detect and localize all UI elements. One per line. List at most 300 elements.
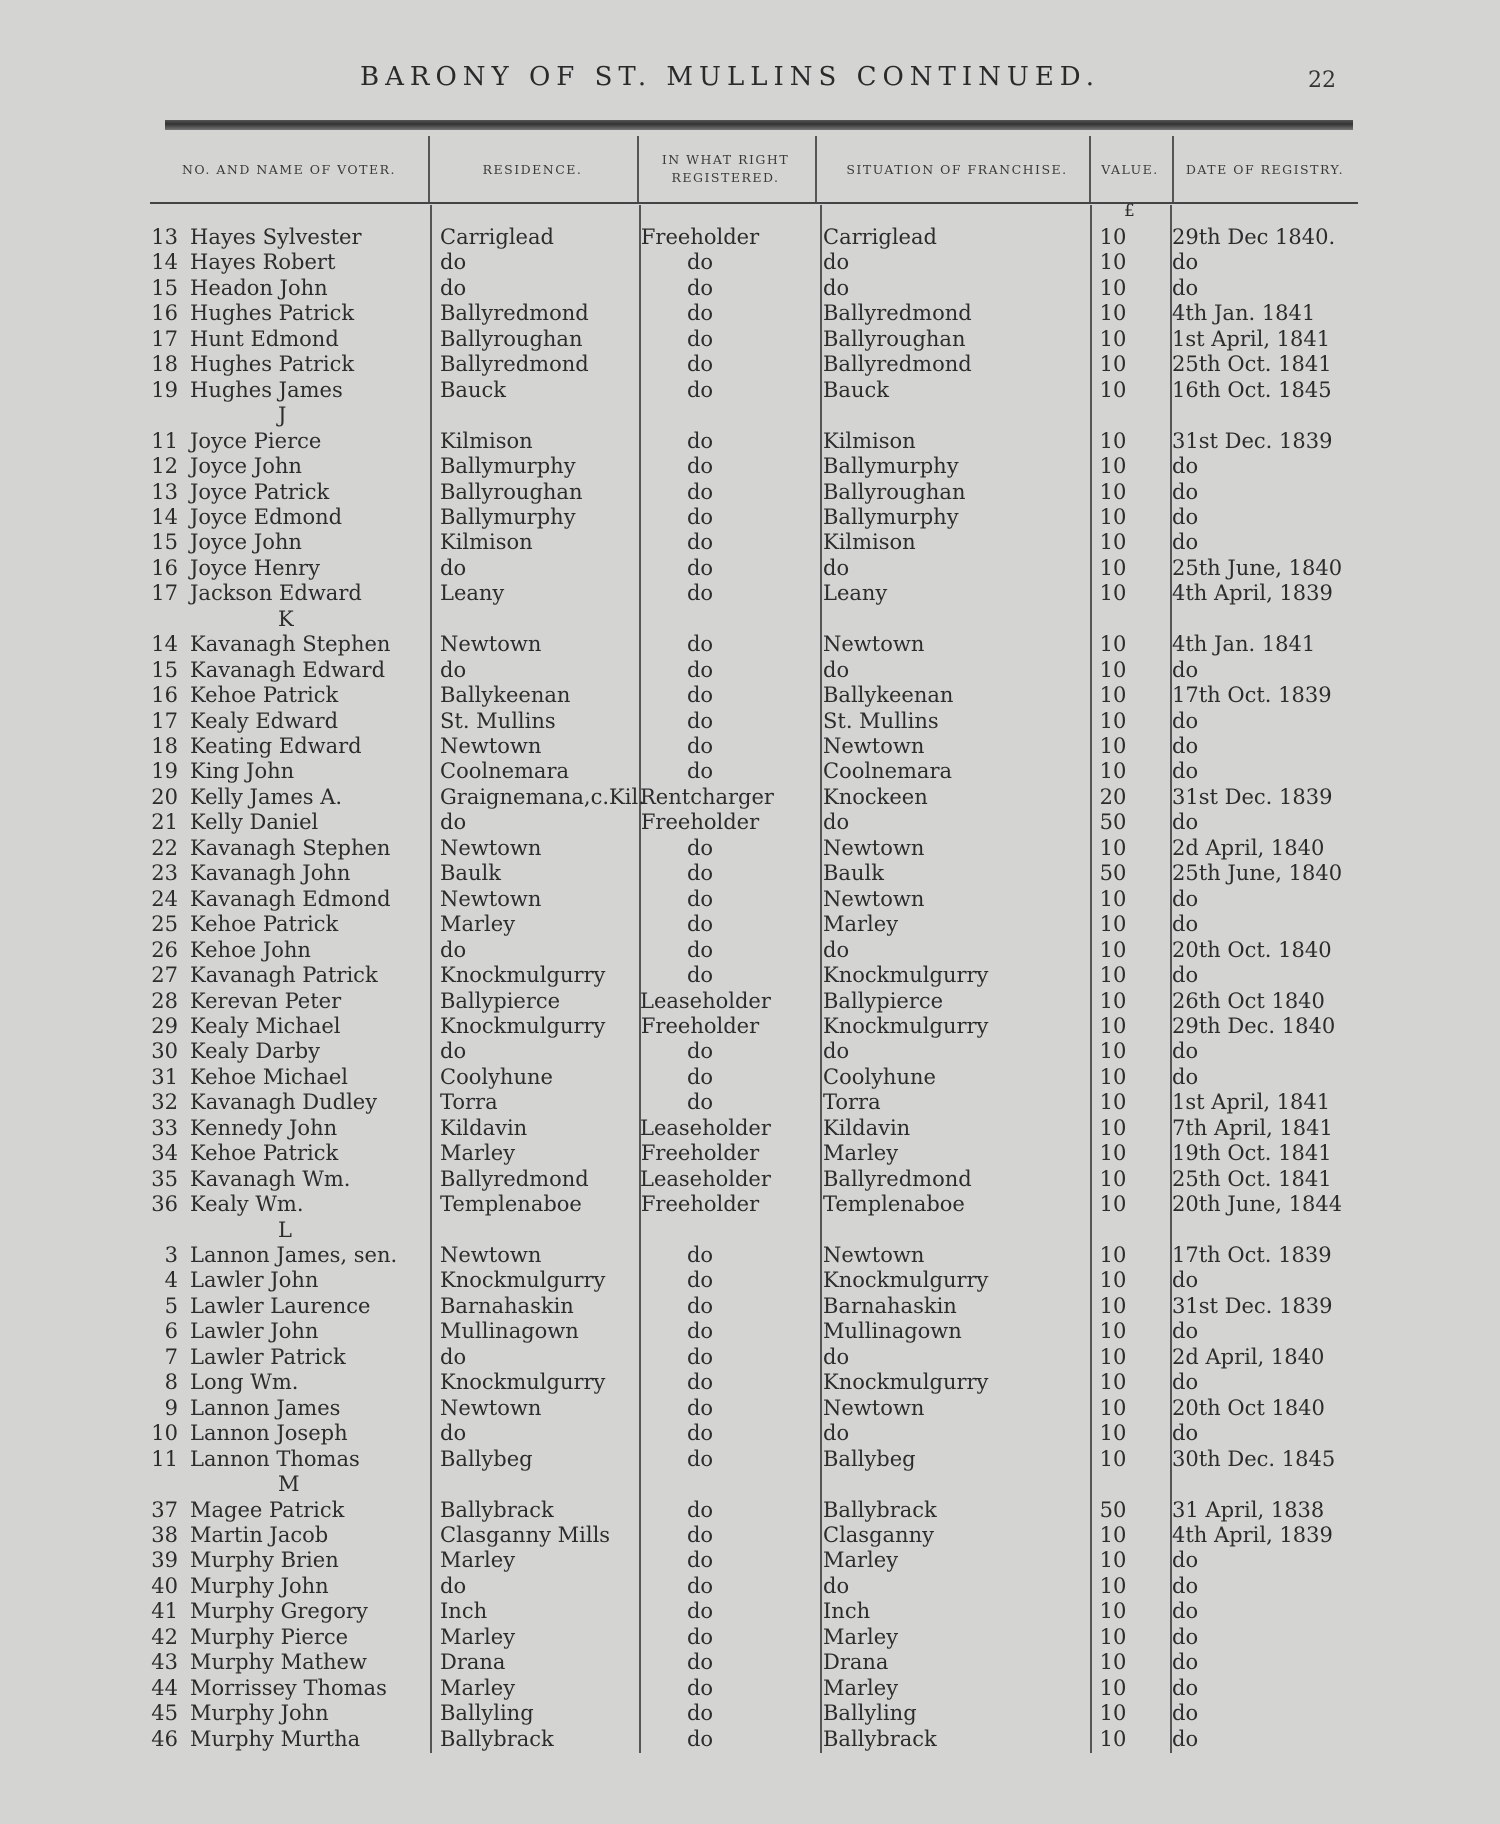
voter-number: 26 bbox=[151, 937, 178, 962]
voter-name: Kavanagh Stephen bbox=[190, 835, 391, 860]
registration-right: Freeholder bbox=[640, 810, 760, 835]
registration-right: Leaseholder bbox=[640, 988, 771, 1013]
table-row bbox=[0, 1650, 1500, 1675]
residence: Templenaboe bbox=[440, 1192, 582, 1217]
franchise-situation: Barnahaskin bbox=[823, 1293, 957, 1318]
registration-right: do bbox=[686, 454, 714, 479]
residence: Newtown bbox=[440, 835, 542, 860]
franchise-value: 10 bbox=[1099, 963, 1127, 988]
voter-name: Kavanagh Dudley bbox=[190, 1090, 378, 1115]
franchise-value: 10 bbox=[1099, 504, 1127, 529]
registry-date: 31st Dec. 1839 bbox=[1172, 428, 1333, 453]
voter-name: Kerevan Peter bbox=[190, 988, 342, 1013]
voter-number: 28 bbox=[151, 988, 178, 1013]
residence: do bbox=[440, 1421, 467, 1446]
voter-number: 44 bbox=[151, 1675, 178, 1700]
franchise-situation: do bbox=[823, 1421, 850, 1446]
voter-number: 15 bbox=[151, 530, 178, 555]
voter-name: Lawler John bbox=[190, 1319, 319, 1344]
header-divider bbox=[637, 136, 639, 202]
page-title: BARONY OF ST. MULLINS CONTINUED. bbox=[360, 62, 1100, 92]
residence: Ballybrack bbox=[440, 1726, 554, 1751]
voter-number: 30 bbox=[151, 1039, 178, 1064]
registration-right: do bbox=[686, 708, 714, 733]
registry-date: 1st April, 1841 bbox=[1172, 1090, 1331, 1115]
voter-number: 46 bbox=[151, 1726, 178, 1751]
voter-name: Lannon James, sen. bbox=[190, 1243, 398, 1267]
residence: do bbox=[440, 1039, 467, 1064]
franchise-value: 10 bbox=[1099, 1293, 1127, 1318]
voter-number: 35 bbox=[151, 1166, 178, 1191]
residence: Marley bbox=[440, 1624, 516, 1649]
registry-date: 4th April, 1839 bbox=[1172, 1522, 1333, 1547]
registration-right: do bbox=[686, 1090, 714, 1115]
franchise-value: 10 bbox=[1099, 1064, 1127, 1089]
table-row bbox=[0, 556, 1500, 581]
registry-date: 7th April, 1841 bbox=[1172, 1115, 1333, 1140]
table-row bbox=[0, 1701, 1500, 1726]
registry-date: 2d April, 1840 bbox=[1172, 835, 1325, 860]
voter-name: Kealy Darby bbox=[190, 1039, 321, 1064]
voter-number: 19 bbox=[151, 377, 178, 402]
voter-number: 4 bbox=[164, 1268, 178, 1293]
franchise-value: 10 bbox=[1099, 1268, 1127, 1293]
table-row bbox=[0, 1727, 1500, 1752]
registry-date: 26th Oct 1840 bbox=[1172, 988, 1325, 1013]
table-row bbox=[0, 683, 1500, 708]
voter-number: 19 bbox=[151, 759, 178, 784]
registry-date: do bbox=[1172, 657, 1199, 682]
registration-right: do bbox=[686, 581, 714, 606]
registration-right: Freeholder bbox=[640, 225, 760, 249]
residence: Graignemana,c.Kil. bbox=[440, 784, 645, 809]
residence: do bbox=[440, 937, 467, 962]
table-row bbox=[0, 1599, 1500, 1624]
residence: Newtown bbox=[440, 1395, 542, 1420]
residence: Baulk bbox=[440, 861, 501, 886]
franchise-value: 10 bbox=[1099, 734, 1127, 758]
voter-name: Hayes Sylvester bbox=[190, 225, 362, 249]
voter-name: Kavanagh Wm. bbox=[190, 1166, 351, 1191]
table-row bbox=[0, 327, 1500, 352]
voter-number: 9 bbox=[164, 1395, 178, 1420]
registration-right: do bbox=[686, 1395, 714, 1420]
residence: Bauck bbox=[440, 377, 506, 402]
registry-date: do bbox=[1172, 963, 1199, 988]
registry-date: 16th Oct. 1845 bbox=[1172, 377, 1332, 402]
registry-date: 1st April, 1841 bbox=[1172, 326, 1331, 351]
residence: do bbox=[440, 1573, 467, 1598]
franchise-situation: do bbox=[823, 250, 850, 275]
voter-name: Kelly Daniel bbox=[190, 810, 319, 835]
voter-name: Kehoe Patrick bbox=[190, 912, 339, 937]
voter-name: Kavanagh Patrick bbox=[190, 963, 378, 988]
registry-date: 17th Oct. 1839 bbox=[1172, 683, 1332, 708]
table-row bbox=[0, 658, 1500, 683]
residence: Kildavin bbox=[440, 1115, 528, 1140]
table-row bbox=[0, 734, 1500, 759]
table-row bbox=[0, 378, 1500, 403]
franchise-value: 10 bbox=[1099, 683, 1127, 708]
registration-right: do bbox=[686, 428, 714, 453]
franchise-situation: Marley bbox=[823, 1675, 899, 1700]
registration-right: do bbox=[686, 1573, 714, 1598]
franchise-value: 10 bbox=[1099, 326, 1127, 351]
voter-number: 10 bbox=[151, 1421, 178, 1446]
franchise-value: 10 bbox=[1099, 1090, 1127, 1115]
registry-date: 25th June, 1840 bbox=[1172, 555, 1343, 580]
registration-right: do bbox=[686, 759, 714, 784]
registry-date: do bbox=[1172, 479, 1199, 504]
residence: Ballybrack bbox=[440, 1497, 554, 1522]
registry-date: 20th June, 1844 bbox=[1172, 1192, 1343, 1217]
registration-right: Leaseholder bbox=[640, 1115, 771, 1140]
franchise-value: 10 bbox=[1099, 1115, 1127, 1140]
voter-number: 16 bbox=[151, 301, 178, 326]
table-row bbox=[0, 1548, 1500, 1573]
franchise-value: 10 bbox=[1099, 250, 1127, 275]
voter-name: Kennedy John bbox=[190, 1115, 338, 1140]
currency-mark: £ bbox=[1124, 201, 1135, 221]
franchise-situation: do bbox=[823, 1573, 850, 1598]
voter-number: 3 bbox=[164, 1243, 178, 1267]
table-row bbox=[0, 1192, 1500, 1217]
voter-name: King John bbox=[190, 759, 295, 784]
registration-right: do bbox=[686, 352, 714, 377]
table-row bbox=[0, 759, 1500, 784]
section-letter: J bbox=[278, 403, 287, 428]
franchise-value: 10 bbox=[1099, 1166, 1127, 1191]
voter-number: 27 bbox=[151, 963, 178, 988]
voter-number: 42 bbox=[151, 1624, 178, 1649]
registration-right: do bbox=[686, 632, 714, 657]
franchise-situation: Marley bbox=[823, 912, 899, 937]
table-row bbox=[0, 785, 1500, 810]
table-header bbox=[150, 136, 1358, 204]
residence: Knockmulgurry bbox=[440, 963, 606, 988]
franchise-value: 10 bbox=[1099, 1573, 1127, 1598]
voter-name: Kavanagh Edward bbox=[190, 657, 386, 682]
registration-right: do bbox=[686, 683, 714, 708]
voter-name: Kehoe Michael bbox=[190, 1064, 348, 1089]
page-number: 22 bbox=[1308, 68, 1336, 93]
residence: Marley bbox=[440, 1548, 516, 1573]
voter-number: 20 bbox=[151, 784, 178, 809]
franchise-value: 50 bbox=[1099, 861, 1127, 886]
table-row bbox=[0, 1676, 1500, 1701]
registration-right: do bbox=[686, 1446, 714, 1471]
registry-date: 30th Dec. 1845 bbox=[1172, 1446, 1336, 1471]
registry-date: do bbox=[1172, 1268, 1199, 1293]
registration-right: do bbox=[686, 912, 714, 937]
table-row bbox=[0, 1498, 1500, 1523]
registration-right: do bbox=[686, 1548, 714, 1573]
section-letter: M bbox=[278, 1472, 300, 1497]
voter-number: 45 bbox=[151, 1701, 178, 1726]
residence: Leany bbox=[440, 581, 505, 606]
voter-name: Joyce Patrick bbox=[190, 479, 330, 504]
franchise-situation: Kilmison bbox=[823, 428, 916, 453]
franchise-value: 10 bbox=[1099, 988, 1127, 1013]
table-row bbox=[0, 632, 1500, 657]
table-row bbox=[0, 989, 1500, 1014]
residence: Ballyroughan bbox=[440, 479, 583, 504]
voter-name: Joyce Henry bbox=[190, 555, 320, 580]
voter-name: Kealy Michael bbox=[190, 1013, 341, 1038]
voter-name: Martin Jacob bbox=[190, 1522, 329, 1547]
registration-right: do bbox=[686, 1701, 714, 1726]
header-value: VALUE. bbox=[1101, 161, 1159, 177]
registration-right: Freeholder bbox=[640, 1192, 760, 1217]
franchise-value: 10 bbox=[1099, 555, 1127, 580]
table-row bbox=[0, 1243, 1500, 1268]
table-row bbox=[0, 810, 1500, 835]
residence: Carriglead bbox=[440, 225, 554, 249]
voter-name: Joyce Pierce bbox=[190, 428, 322, 453]
table-row bbox=[0, 1065, 1500, 1090]
franchise-value: 10 bbox=[1099, 1548, 1127, 1573]
franchise-value: 10 bbox=[1099, 632, 1127, 657]
franchise-value: 10 bbox=[1099, 1243, 1127, 1267]
table-row bbox=[0, 1319, 1500, 1344]
table-row bbox=[0, 1116, 1500, 1141]
table-row bbox=[0, 1574, 1500, 1599]
franchise-situation: Knockmulgurry bbox=[823, 1370, 989, 1395]
residence: Drana bbox=[440, 1650, 506, 1675]
franchise-situation: Marley bbox=[823, 1624, 899, 1649]
table-row bbox=[0, 1421, 1500, 1446]
section-letter: K bbox=[278, 606, 294, 631]
registry-date: 25th June, 1840 bbox=[1172, 861, 1343, 886]
registry-date: do bbox=[1172, 1650, 1199, 1675]
registry-date: 29th Dec 1840. bbox=[1172, 225, 1336, 249]
franchise-value: 10 bbox=[1099, 377, 1127, 402]
registration-right: do bbox=[686, 963, 714, 988]
franchise-situation: Ballybeg bbox=[823, 1446, 916, 1471]
registration-right: do bbox=[686, 657, 714, 682]
franchise-situation: Marley bbox=[823, 1141, 899, 1166]
voter-number: 41 bbox=[151, 1599, 178, 1624]
voter-number: 39 bbox=[151, 1548, 178, 1573]
residence: Knockmulgurry bbox=[440, 1268, 606, 1293]
registry-date: 29th Dec. 1840 bbox=[1172, 1013, 1336, 1038]
voter-name: Joyce Edmond bbox=[190, 504, 343, 529]
residence: Marley bbox=[440, 1675, 516, 1700]
registry-date: 19th Oct. 1841 bbox=[1172, 1141, 1332, 1166]
residence: Ballyling bbox=[440, 1701, 534, 1726]
franchise-value: 10 bbox=[1099, 1013, 1127, 1038]
residence: do bbox=[440, 810, 467, 835]
registration-right: do bbox=[686, 1421, 714, 1446]
residence: Clasganny Mills bbox=[440, 1522, 611, 1547]
franchise-situation: Newtown bbox=[823, 632, 925, 657]
voter-name: Kehoe John bbox=[190, 937, 311, 962]
table-row bbox=[0, 225, 1500, 250]
residence: Inch bbox=[440, 1599, 488, 1624]
registry-date: 4th Jan. 1841 bbox=[1172, 301, 1316, 326]
table-row bbox=[0, 1141, 1500, 1166]
voter-number: 33 bbox=[151, 1115, 178, 1140]
franchise-situation: Clasganny bbox=[823, 1522, 934, 1547]
franchise-situation: Ballyroughan bbox=[823, 479, 966, 504]
voter-name: Lannon Joseph bbox=[190, 1421, 348, 1446]
registration-right: Rentcharger bbox=[640, 784, 774, 809]
table-row bbox=[0, 1090, 1500, 1115]
residence: Ballykeenan bbox=[440, 683, 571, 708]
franchise-situation: Torra bbox=[823, 1090, 881, 1115]
voter-name: Joyce John bbox=[190, 530, 302, 555]
registry-date: do bbox=[1172, 250, 1199, 275]
franchise-value: 10 bbox=[1099, 1370, 1127, 1395]
registration-right: do bbox=[686, 530, 714, 555]
franchise-value: 10 bbox=[1099, 428, 1127, 453]
registry-date: do bbox=[1172, 912, 1199, 937]
franchise-value: 10 bbox=[1099, 1395, 1127, 1420]
residence: Ballypierce bbox=[440, 988, 561, 1013]
franchise-value: 10 bbox=[1099, 1599, 1127, 1624]
franchise-situation: Newtown bbox=[823, 886, 925, 911]
voter-number: 16 bbox=[151, 683, 178, 708]
franchise-value: 10 bbox=[1099, 530, 1127, 555]
voter-name: Morrissey Thomas bbox=[190, 1675, 387, 1700]
registration-right: do bbox=[686, 937, 714, 962]
franchise-value: 10 bbox=[1099, 1522, 1127, 1547]
table-row bbox=[0, 352, 1500, 377]
franchise-situation: Bauck bbox=[823, 377, 889, 402]
residence: Newtown bbox=[440, 632, 542, 657]
franchise-situation: Coolnemara bbox=[823, 759, 953, 784]
registry-date: do bbox=[1172, 1064, 1199, 1089]
voter-number: 31 bbox=[151, 1064, 178, 1089]
residence: Ballymurphy bbox=[440, 504, 576, 529]
franchise-situation: Leany bbox=[823, 581, 888, 606]
registry-date: do bbox=[1172, 1319, 1199, 1344]
franchise-situation: do bbox=[823, 810, 850, 835]
registration-right: do bbox=[686, 1370, 714, 1395]
voter-name: Kavanagh Edmond bbox=[190, 886, 391, 911]
registry-date: 4th April, 1839 bbox=[1172, 581, 1333, 606]
registration-right: Leaseholder bbox=[640, 1166, 771, 1191]
table-row bbox=[0, 912, 1500, 937]
franchise-value: 10 bbox=[1099, 1701, 1127, 1726]
table-row bbox=[0, 454, 1500, 479]
residence: Kilmison bbox=[440, 530, 533, 555]
voter-name: Murphy Murtha bbox=[190, 1726, 361, 1751]
voter-number: 6 bbox=[164, 1319, 178, 1344]
franchise-value: 50 bbox=[1099, 810, 1127, 835]
franchise-situation: Ballykeenan bbox=[823, 683, 954, 708]
franchise-situation: Templenaboe bbox=[823, 1192, 965, 1217]
franchise-situation: Knockmulgurry bbox=[823, 1013, 989, 1038]
franchise-value: 10 bbox=[1099, 301, 1127, 326]
franchise-situation: Ballyredmond bbox=[823, 1166, 972, 1191]
voter-number: 15 bbox=[151, 657, 178, 682]
voter-name: Joyce John bbox=[190, 454, 302, 479]
registration-right: do bbox=[686, 1624, 714, 1649]
franchise-value: 10 bbox=[1099, 708, 1127, 733]
table-row bbox=[0, 429, 1500, 454]
voter-name: Long Wm. bbox=[190, 1370, 299, 1395]
voter-name: Keating Edward bbox=[190, 734, 362, 758]
voter-number: 14 bbox=[151, 504, 178, 529]
residence: Barnahaskin bbox=[440, 1293, 574, 1318]
table-row bbox=[0, 887, 1500, 912]
voter-name: Kealy Wm. bbox=[190, 1192, 304, 1217]
voter-name: Kelly James A. bbox=[190, 784, 343, 809]
voter-name: Lawler John bbox=[190, 1268, 319, 1293]
voter-name: Lawler Patrick bbox=[190, 1344, 346, 1369]
residence: Ballymurphy bbox=[440, 454, 576, 479]
franchise-value: 10 bbox=[1099, 1675, 1127, 1700]
voter-number: 36 bbox=[151, 1192, 178, 1217]
voter-name: Kavanagh John bbox=[190, 861, 351, 886]
franchise-situation: do bbox=[823, 555, 850, 580]
table-row bbox=[0, 1268, 1500, 1293]
voter-number: 8 bbox=[164, 1370, 178, 1395]
header-divider bbox=[815, 136, 817, 202]
table-row bbox=[0, 1167, 1500, 1192]
residence: Torra bbox=[440, 1090, 498, 1115]
registry-date: 17th Oct. 1839 bbox=[1172, 1243, 1332, 1267]
franchise-situation: Carriglead bbox=[823, 225, 937, 249]
registry-date: do bbox=[1172, 1039, 1199, 1064]
franchise-situation: do bbox=[823, 1344, 850, 1369]
table-row bbox=[0, 1625, 1500, 1650]
franchise-value: 10 bbox=[1099, 1039, 1127, 1064]
header-situation: SITUATION OF FRANCHISE. bbox=[846, 161, 1068, 177]
registry-date: 25th Oct. 1841 bbox=[1172, 352, 1332, 377]
franchise-value: 10 bbox=[1099, 581, 1127, 606]
franchise-value: 10 bbox=[1099, 1344, 1127, 1369]
voter-name: Lannon James bbox=[190, 1395, 341, 1420]
residence: Ballybeg bbox=[440, 1446, 533, 1471]
franchise-value: 10 bbox=[1099, 835, 1127, 860]
voter-name: Kehoe Patrick bbox=[190, 1141, 339, 1166]
voter-number: 14 bbox=[151, 632, 178, 657]
registry-date: 2d April, 1840 bbox=[1172, 1344, 1325, 1369]
franchise-situation: Newtown bbox=[823, 835, 925, 860]
franchise-situation: Drana bbox=[823, 1650, 889, 1675]
registry-date: do bbox=[1172, 454, 1199, 479]
table-row bbox=[0, 276, 1500, 301]
registry-date: do bbox=[1172, 708, 1199, 733]
table-row bbox=[0, 480, 1500, 505]
voter-number: 17 bbox=[151, 708, 178, 733]
voter-number: 21 bbox=[151, 810, 178, 835]
voter-number: 38 bbox=[151, 1522, 178, 1547]
voter-number: 37 bbox=[151, 1497, 178, 1522]
voter-number: 13 bbox=[151, 479, 178, 504]
registry-date: do bbox=[1172, 734, 1199, 758]
voter-name: Hayes Robert bbox=[190, 250, 336, 275]
residence: do bbox=[440, 555, 467, 580]
registry-date: do bbox=[1172, 275, 1199, 300]
residence: Coolnemara bbox=[440, 759, 570, 784]
registry-date: do bbox=[1172, 1421, 1199, 1446]
franchise-situation: do bbox=[823, 1039, 850, 1064]
registry-date: 25th Oct. 1841 bbox=[1172, 1166, 1332, 1191]
voter-name: Jackson Edward bbox=[190, 581, 362, 606]
header-divider bbox=[1172, 136, 1174, 202]
voter-number: 7 bbox=[164, 1344, 178, 1369]
voter-name: Lannon Thomas bbox=[190, 1446, 360, 1471]
residence: Knockmulgurry bbox=[440, 1013, 606, 1038]
registration-right: do bbox=[686, 1293, 714, 1318]
voter-name: Kehoe Patrick bbox=[190, 683, 339, 708]
residence: Ballyredmond bbox=[440, 352, 589, 377]
voter-number: 18 bbox=[151, 352, 178, 377]
registration-right: do bbox=[686, 275, 714, 300]
